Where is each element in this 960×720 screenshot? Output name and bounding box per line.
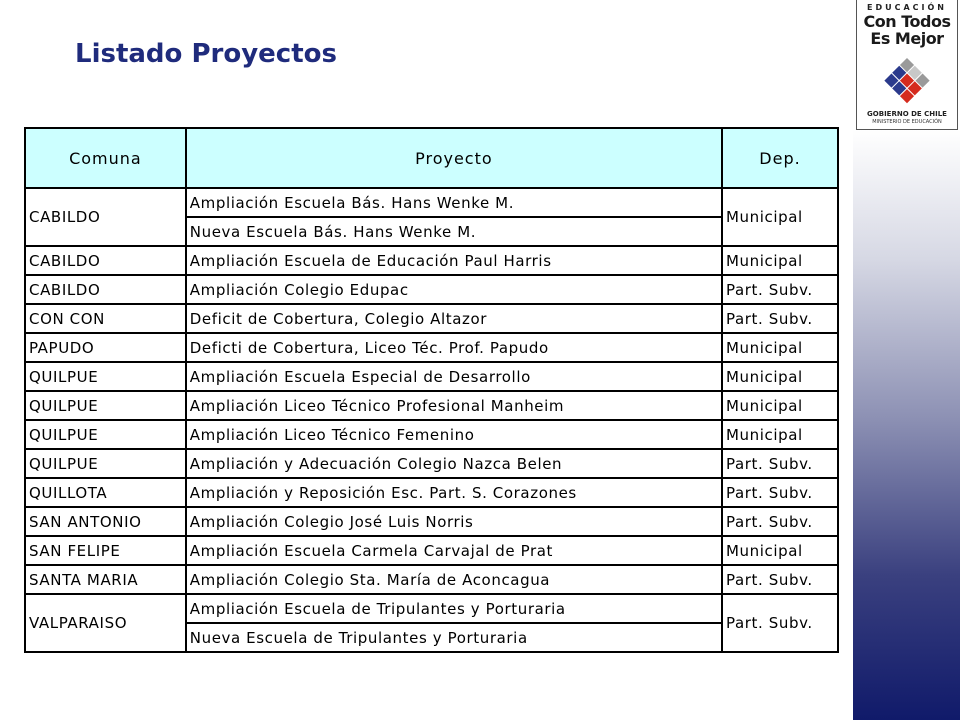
table-row <box>25 565 838 594</box>
proyecto-cell: Deficti de Cobertura, Liceo Téc. Prof. Papudo <box>186 333 722 362</box>
table-row <box>25 449 838 478</box>
dep-cell: Municipal <box>722 391 838 420</box>
proyecto-cell: Nueva Escuela de Tripulantes y Porturaria <box>186 623 722 652</box>
dep-cell: Part. Subv. <box>722 304 838 333</box>
logo-slogan-line1: Con Todos <box>863 12 951 31</box>
comuna-cell: CABILDO <box>25 188 186 246</box>
table-row <box>25 188 838 217</box>
proyecto-cell: Ampliación Escuela Especial de Desarrollo <box>186 362 722 391</box>
proyecto-cell: Ampliación Liceo Técnico Profesional Manheim <box>186 391 722 420</box>
proyecto-cell: Ampliación Colegio José Luis Norris <box>186 507 722 536</box>
dep-cell: Part. Subv. <box>722 594 838 652</box>
logo-slogan-line2: Es Mejor <box>870 29 944 48</box>
table-row <box>25 420 838 449</box>
logo-government-text: GOBIERNO DE CHILE <box>867 110 947 118</box>
proyecto-cell: Nueva Escuela Bás. Hans Wenke M. <box>186 217 722 246</box>
projects-table <box>24 127 839 653</box>
logo-education-text: EDUCACIÓN <box>866 3 947 12</box>
table-header-row <box>25 128 838 188</box>
proyecto-cell: Ampliación y Adecuación Colegio Nazca Belen <box>186 449 722 478</box>
comuna-cell: QUILLOTA <box>25 478 186 507</box>
comuna-cell: SAN ANTONIO <box>25 507 186 536</box>
comuna-cell: QUILPUE <box>25 362 186 391</box>
column-header-proyecto: Proyecto <box>186 128 722 188</box>
table-row <box>25 536 838 565</box>
column-header-dep: Dep. <box>722 128 838 188</box>
dep-cell: Part. Subv. <box>722 449 838 478</box>
proyecto-cell: Ampliación y Reposición Esc. Part. S. Corazones <box>186 478 722 507</box>
column-header-comuna: Comuna <box>25 128 186 188</box>
dep-cell: Part. Subv. <box>722 507 838 536</box>
table-row <box>25 478 838 507</box>
page-title: Listado Proyectos <box>75 39 337 69</box>
comuna-cell: CABILDO <box>25 246 186 275</box>
dep-cell: Municipal <box>722 188 838 246</box>
comuna-cell: CABILDO <box>25 275 186 304</box>
dep-cell: Part. Subv. <box>722 478 838 507</box>
comuna-cell: PAPUDO <box>25 333 186 362</box>
proyecto-cell: Deficit de Cobertura, Colegio Altazor <box>186 304 722 333</box>
table-row <box>25 594 838 623</box>
dep-cell: Part. Subv. <box>722 565 838 594</box>
comuna-cell: SANTA MARIA <box>25 565 186 594</box>
proyecto-cell: Ampliación Colegio Sta. María de Aconcagua <box>186 565 722 594</box>
comuna-cell: QUILPUE <box>25 391 186 420</box>
proyecto-cell: Ampliación Escuela Carmela Carvajal de Prat <box>186 536 722 565</box>
proyecto-cell: Ampliación Escuela de Tripulantes y Porturaria <box>186 594 722 623</box>
proyecto-cell: Ampliación Colegio Edupac <box>186 275 722 304</box>
table-row <box>25 362 838 391</box>
government-emblem-icon <box>878 56 936 108</box>
comuna-cell: SAN FELIPE <box>25 536 186 565</box>
table-row <box>25 507 838 536</box>
dep-cell: Municipal <box>722 362 838 391</box>
proyecto-cell: Ampliación Liceo Técnico Femenino <box>186 420 722 449</box>
dep-cell: Municipal <box>722 246 838 275</box>
table-row <box>25 304 838 333</box>
table-row <box>25 275 838 304</box>
dep-cell: Municipal <box>722 333 838 362</box>
proyecto-cell: Ampliación Escuela Bás. Hans Wenke M. <box>186 188 722 217</box>
comuna-cell: CON CON <box>25 304 186 333</box>
table-row <box>25 333 838 362</box>
table-row <box>25 246 838 275</box>
dep-cell: Part. Subv. <box>722 275 838 304</box>
comuna-cell: QUILPUE <box>25 449 186 478</box>
dep-cell: Municipal <box>722 536 838 565</box>
education-logo <box>856 0 958 130</box>
logo-ministry-text: MINISTERIO DE EDUCACIÓN <box>872 119 942 125</box>
proyecto-cell: Ampliación Escuela de Educación Paul Harris <box>186 246 722 275</box>
comuna-cell: QUILPUE <box>25 420 186 449</box>
comuna-cell: VALPARAISO <box>25 594 186 652</box>
dep-cell: Municipal <box>722 420 838 449</box>
table-row <box>25 391 838 420</box>
